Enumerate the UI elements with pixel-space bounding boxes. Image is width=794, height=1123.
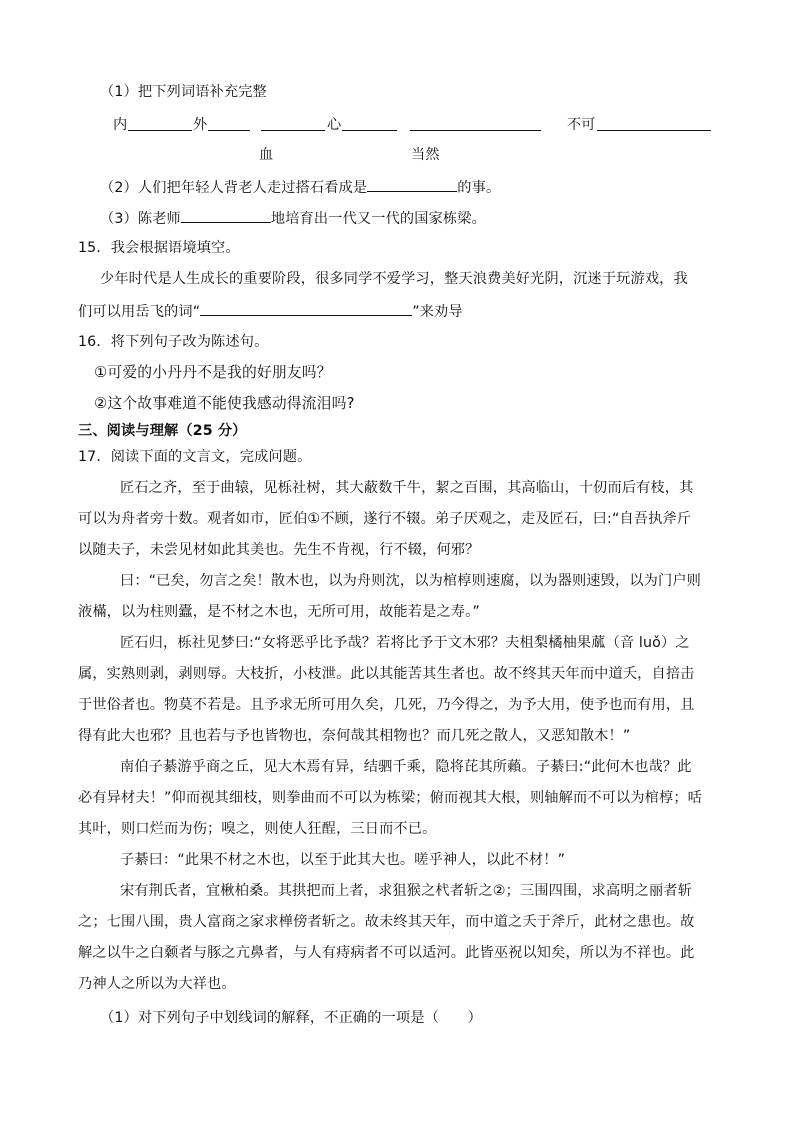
q14-part2-text-b: 的事。	[457, 180, 501, 196]
q14-part3-text-a: （3）陈老师	[100, 211, 181, 227]
q14-part1-prompt: （1）把下列词语补充完整	[100, 84, 267, 100]
q15-title: 15．我会根据语境填空。	[78, 240, 240, 256]
q16-sentence-2: ②这个故事难道不能使我感动得流泪吗?	[94, 395, 355, 412]
q17-text-line: 解之以牛之白颡者与豚之亢鼻者，与人有痔病者不可以适河。此皆巫祝以知矣，所以为不祥也。此	[78, 945, 695, 961]
q14-part2-text-a: （2）人们把年轻人背老人走过搭石看成是	[100, 180, 368, 196]
q14-part3	[100, 207, 486, 229]
q15-line-2	[78, 300, 463, 322]
q17-text-line: 其叶，则口烂而为伤；嗅之，则使人狂酲，三日而不已。	[78, 821, 437, 837]
fill-blank-q14-3[interactable]	[181, 207, 271, 223]
q17-text-line: 匠石之齐，至于曲辕，见栎社树，其大蔽数千牛，絜之百围，其高临山，十仞而后有枝，其	[120, 480, 694, 496]
q17-text-line: 于世俗者也。物莫不若是。且予求无所可用久矣，几死，乃今得之，为予大用，使予也而有用，且	[78, 697, 695, 713]
q16-title: 16．将下列句子改为陈述句。	[78, 334, 269, 350]
fill-blank-2a[interactable]	[261, 130, 325, 131]
q17-text-line: 以随夫子，未尝见材如此其美也。先生不肯视，行不辍，何邪？	[78, 542, 480, 558]
q14-part3-text-b: 地培育出一代又一代的国家栋梁。	[270, 211, 486, 227]
q17-text-line: 必有异材夫！”仰而视其细枝，则拳曲而不可以为栋梁；俯而视其大根，则轴解而不可以为棺椁；咶	[78, 790, 703, 806]
fill-blank-1b[interactable]	[208, 130, 250, 131]
fill-blank-3[interactable]	[410, 130, 541, 131]
word-xue: 血	[259, 147, 274, 163]
fill-blank-1a[interactable]	[128, 130, 192, 131]
q17-text-line: 可以为舟者旁十数。观者如市，匠伯①不顾，遂行不辍。弟子厌观之，走及匠石，曰:“自吾执斧斤	[78, 511, 692, 527]
q15-line-2-text-b: ”来劝导	[412, 304, 463, 320]
q17-text-line: 属，实熟则剥，剥则辱。大枝折，小枝泄。此以其能苦其生者也。故不终其天年而中道夭，自掊击	[78, 666, 695, 682]
section-3-heading: 三、阅读与理解（25 分）	[78, 423, 247, 439]
word-xin: 心	[327, 117, 342, 133]
fill-blank-q14-2[interactable]	[367, 176, 457, 192]
q14-part2	[100, 176, 500, 198]
q17-text-line: 子綦曰：“此果不材之木也，以至于此其大也。嗟乎神人，以此不材！”	[120, 852, 566, 868]
q17-text-line: 匠石归，栎社见梦曰:“女将恶乎比予哉？若将比予于文木邪？夫柤梨橘柚果蓏（音 luǒ）之	[120, 635, 690, 651]
word-bu-ke: 不可	[567, 117, 596, 133]
word-prefix-wai: 外	[193, 117, 208, 133]
q17-text-line: 液樠，以为柱则蠹，是不材之木也，无所可用，故能若是之寿。”	[78, 604, 480, 620]
word-dangran: 当然	[411, 147, 440, 163]
q17-text-line: 曰：“已矣，勿言之矣！散木也，以为舟则沈，以为棺椁则速腐，以为器则速毁，以为门户则	[120, 573, 702, 589]
q15-line-1: 少年时代是人生成长的重要阶段，很多同学不爱学习，整天浪费美好光阴，沉迷于玩游戏，我	[100, 271, 688, 287]
fill-blank-q15[interactable]	[200, 300, 412, 316]
fill-blank-2b[interactable]	[342, 130, 397, 131]
q17-text-line: 宋有荆氏者，宜楸柏桑。其拱把而上者，求狙猴之杙者斩之②；三围四围，求高明之丽者斩	[120, 883, 693, 899]
q17-text-line: 南伯子綦游乎商之丘，见大木焉有异，结驷千乘，隐将芘其所藾。子綦曰:“此何木也哉？此	[120, 759, 692, 775]
q17-text-line: 乃神人之所以为大祥也。	[78, 976, 236, 992]
fill-blank-4[interactable]	[597, 130, 711, 131]
q15-line-2-text-a: 们可以用岳飞的词“	[78, 304, 201, 320]
q17-text-line: 之；七围八围，贵人富商之家求椫傍者斩之。故未终其天年，而中道之夭于斧斤，此材之患也。故	[78, 914, 695, 930]
word-prefix-nei: 内	[113, 117, 128, 133]
q17-title: 17．阅读下面的文言文，完成问题。	[78, 449, 312, 465]
q16-sentence-1: ①可爱的小丹丹不是我的好朋友吗？	[94, 364, 332, 381]
q17-text-line: 得有此大也邪？且也若与予也皆物也，奈何哉其相物也？而几死之散人，又恶知散木！”	[78, 728, 631, 744]
q17-subquestion-1: （1）对下列句子中划线词的解释，不正确的一项是（ ）	[100, 1010, 482, 1026]
